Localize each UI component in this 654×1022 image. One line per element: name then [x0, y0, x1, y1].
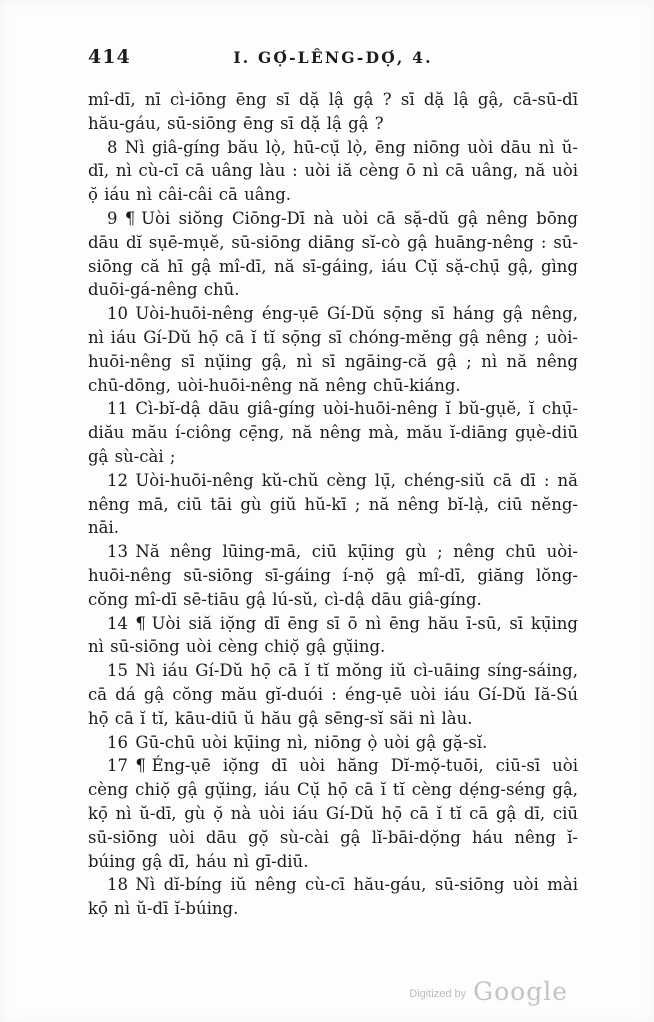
verse-number: 12 [106, 470, 128, 490]
verse-paragraph [88, 873, 578, 921]
google-logo: Google [473, 977, 568, 1006]
continuation-paragraph [88, 88, 578, 136]
verse-text: Uòi siŏng Ciōng-Dī nà uòi cā sặ-dŭ gậ nêng bōng dāu dĭ sụē-mụĕ, sū-siōng diāng sĭ-cò gậ huāng-nêng : sū-siōng că hī gậ mî-dī, nă sī-gáing, iáu Cụ̆ sặ-chụ̄ gậ, gìng duōi-gá-nêng chū. [88, 208, 578, 300]
verse-number: 11 [106, 399, 128, 419]
verse-text: Uòi-huōi-nêng kŭ-chŭ cèng lụ̄, chéng-siŭ cā dī : nă nêng mā, ciū tāi gù giŭ hŭ-kī ; nă nêng bĭ-lạ̀, ciū nĕng-nāi. [88, 470, 578, 538]
verse-paragraph [88, 302, 578, 397]
verse-text: Gū-chū uòi kụ̄ing nì, niōng ọ̀ uòi gậ gặ-sĭ. [135, 732, 488, 752]
pilcrow-mark: ¶ [124, 208, 136, 228]
pilcrow-mark: ¶ [135, 613, 146, 633]
watermark-prefix: Digitized by [409, 988, 467, 1000]
verse-number: 16 [106, 732, 128, 752]
verse-number: 14 [106, 613, 128, 633]
verse-paragraph [88, 659, 578, 730]
pilcrow-mark: ¶ [135, 756, 146, 776]
verse-paragraph [88, 731, 578, 755]
verse-paragraph [88, 469, 578, 540]
verse-paragraph [88, 540, 578, 611]
verse-text: Uòi siă iọ̆ng dī ēng sī ō nì ēng hău ī-sū, sī kụ̄ing nì sū-siōng uòi cèng chiọ̆ gậ gụ̆ing. [88, 613, 578, 657]
page-number: 414 [88, 46, 131, 68]
verse-paragraph [88, 207, 578, 302]
text-block [88, 88, 578, 921]
verse-text: Nì iáu Gí-Dŭ họ̄ cā ĭ tĭ mŏng iŭ cì-uāing síng-sáing, cā dá gậ cŏng mău gĭ-duói : éng-ụē uòi iáu Gí-Dŭ Iă-Sú họ̄ cā ĭ tĭ, kāu-diū ŭ hău gậ sēng-sĭ săi nì làu. [88, 661, 578, 728]
verse-paragraph [88, 136, 578, 207]
verse-number: 10 [106, 304, 128, 324]
verse-number: 8 [106, 137, 118, 157]
verse-number: 9 [106, 208, 118, 228]
verse-number: 13 [106, 542, 128, 562]
verse-text: Nì dĭ-bíng iŭ nêng cù-cī hău-gáu, sū-siōng uòi mài kọ̄ nì ŭ-dī ĭ-búing. [88, 875, 578, 919]
verse-number: 18 [106, 875, 128, 895]
verse-paragraph [88, 754, 578, 873]
verse-text: Éng-ụē iọ̆ng dī uòi hăng Dĭ-mọ̆-tuōi, ciū-sī uòi cèng chiọ̆ gậ gụ̆ing, iáu Cụ̆ họ̄ cā ĭ tĭ cèng dẹ́ng-séng gậ, kọ̄ nì ŭ-dī, gù ọ̆ nà uòi iáu Gí-Dŭ họ̄ cā ĭ tĭ cā gậ dī, ciū sū-siōng uòi dāu gọ̆ sù-cài gậ lĭ-bāi-dọ̆ng háu nêng ĭ-búing gậ dī, háu nì gī-diū. [88, 756, 578, 871]
verse-text: mî-dī, nī cì-iōng ēng sī dặ lậ gậ ? sī dặ lậ gậ, cā-sū-dī hău-gáu, sū-siōng ēng sī dặ lậ gậ ? [88, 90, 578, 133]
verse-text: Uòi-huōi-nêng éng-ụē Gí-Dŭ sọ̄ng sī háng gậ nêng, nì iáu Gí-Dŭ họ̄ cā ĭ tĭ sọ̄ng sī chóng-mĕng gậ nêng ; uòi-huōi-nêng sī nụ̆ing gậ, nì sī ngāing-că gậ ; nì nă nêng chū-dōng, uòi-huōi-nêng nă nêng chū-kiáng. [88, 304, 578, 395]
page-header [88, 46, 578, 72]
running-title: I. GỌ́-LÊNG-DỌ́, 4. [233, 48, 433, 67]
verse-text: Nì giâ-gíng bău lọ̀, hū-cụ̆ lọ̀, ēng niōng uòi dāu nì ŭ-dī, nì cù-cī cā uâng làu : uòi iă cèng ō nì cā uâng, nă uòi ọ̆ iáu nì câi-câi cā uâng. [88, 137, 578, 205]
verse-text: Cì-bĭ-dậ dāu giâ-gíng uòi-huōi-nêng ĭ bŭ-gụĕ, ĭ chụ̄-diău mău í-ciông cẹ̄ng, nă nêng mà, mău ĭ-diāng gụè-diū gậ sù-cài ; [88, 399, 578, 466]
verse-text: Nă nêng lūing-mā, ciū kụ̄ing gù ; nêng chū uòi-huōi-nêng sū-siōng sī-gáing í-nọ̆ gậ mî-dī, giăng lŏng-cŏng mî-dī sē-tiāu gậ lú-sŭ, cì-dậ dāu giâ-gíng. [88, 542, 578, 609]
watermark [409, 977, 568, 1006]
verse-paragraph [88, 612, 578, 660]
verse-number: 15 [106, 661, 128, 681]
verse-number: 17 [106, 756, 128, 776]
verse-paragraph [88, 397, 578, 468]
